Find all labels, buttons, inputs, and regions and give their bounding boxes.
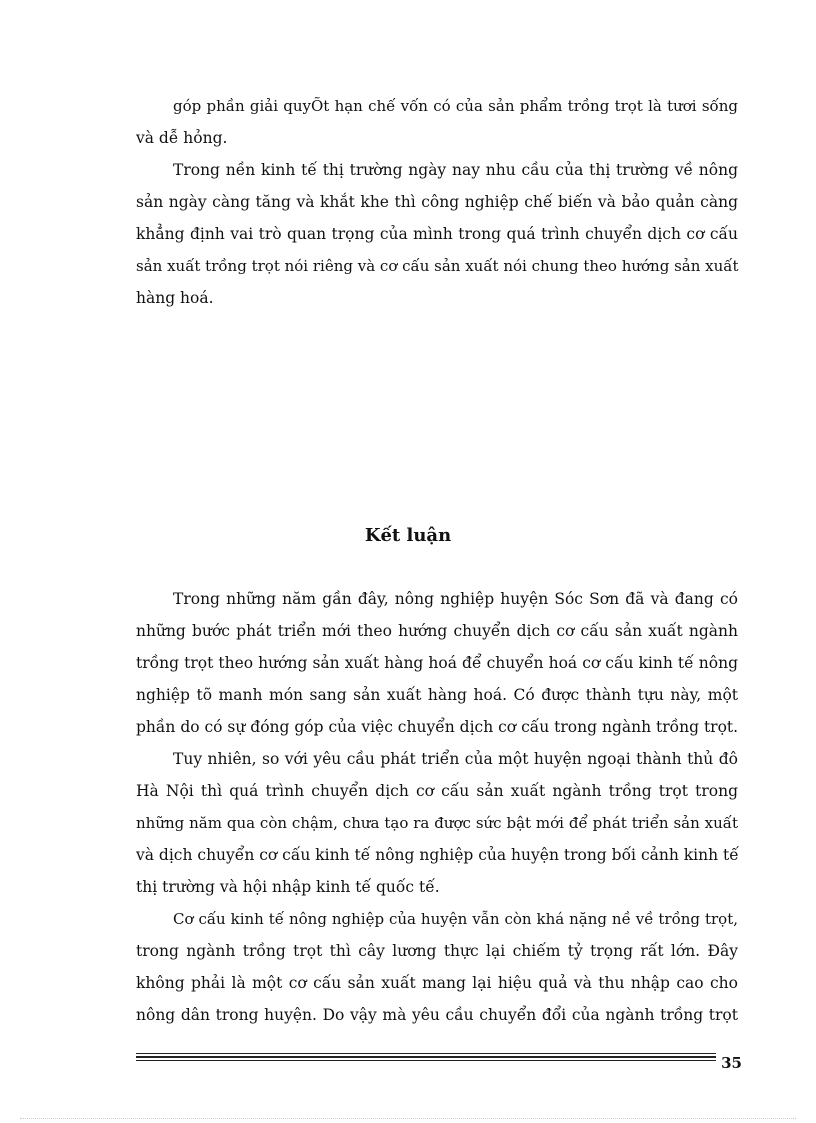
footer-rule bbox=[136, 1060, 716, 1061]
text-line: Trong nền kinh tế thị trường ngày nay nhu cầu của thị trường về nông bbox=[173, 161, 738, 179]
page-number: 35 bbox=[721, 1054, 742, 1072]
text-line: những bước phát triển mới theo hướng chuyển dịch cơ cấu sản xuất ngành bbox=[136, 622, 738, 640]
text-line: trong ngành trồng trọt thì cây lương thực lại chiếm tỷ trọng rất lớn. Đây bbox=[136, 942, 738, 960]
text-line: và dịch chuyển cơ cấu kinh tế nông nghiệp của huyện trong bối cảnh kinh tế bbox=[136, 846, 739, 864]
text-line: thị trường và hội nhập kinh tế quốc tế. bbox=[136, 878, 440, 896]
footer-rule bbox=[136, 1056, 716, 1058]
text-line: khẳng định vai trò quan trọng của mình trong quá trình chuyển dịch cơ cấu bbox=[136, 225, 738, 243]
text-line: hàng hoá. bbox=[136, 289, 214, 307]
text-line: Cơ cấu kinh tế nông nghiệp của huyện vẫn còn khá nặng nề về trồng trọt, bbox=[173, 910, 738, 928]
text-line: trồng trọt theo hướng sản xuất hàng hoá để chuyển hoá cơ cấu kinh tế nông bbox=[136, 654, 738, 672]
text-line: nông dân trong huyện. Do vậy mà yêu cầu chuyển đổi của ngành trồng trọt bbox=[136, 1006, 738, 1024]
text-line: phần do có sự đóng góp của việc chuyển dịch cơ cấu trong ngành trồng trọt. bbox=[136, 718, 739, 736]
text-line: Trong những năm gần đây, nông nghiệp huyện Sóc Sơn đã và đang có bbox=[173, 590, 738, 608]
page-bottom-border bbox=[20, 1118, 796, 1119]
text-line: sản xuất trồng trọt nói riêng và cơ cấu sản xuất nói chung theo hướng sản xuất bbox=[136, 257, 739, 275]
text-line: góp phần giải quyÕt hạn chế vốn có của sản phẩm trồng trọt là tươi sống bbox=[173, 97, 738, 115]
section-heading: Kết luận bbox=[364, 525, 452, 546]
text-line: nghiệp tõ manh món sang sản xuất hàng hoá. Có được thành tựu này, một bbox=[136, 686, 738, 704]
text-line: và dễ hỏng. bbox=[136, 129, 228, 147]
text-line: Hà Nội thì quá trình chuyển dịch cơ cấu sản xuất ngành trồng trọt trong bbox=[136, 782, 738, 800]
text-line: Tuy nhiên, so với yêu cầu phát triển của một huyện ngoại thành thủ đô bbox=[173, 750, 738, 768]
text-line: sản ngày càng tăng và khắt khe thì công nghiệp chế biến và bảo quản càng bbox=[136, 193, 738, 211]
text-line: những năm qua còn chậm, chưa tạo ra được sức bật mới để phát triển sản xuất bbox=[136, 814, 738, 832]
text-line: không phải là một cơ cấu sản xuất mang lại hiệu quả và thu nhập cao cho bbox=[136, 974, 738, 992]
footer-rule bbox=[136, 1053, 716, 1054]
